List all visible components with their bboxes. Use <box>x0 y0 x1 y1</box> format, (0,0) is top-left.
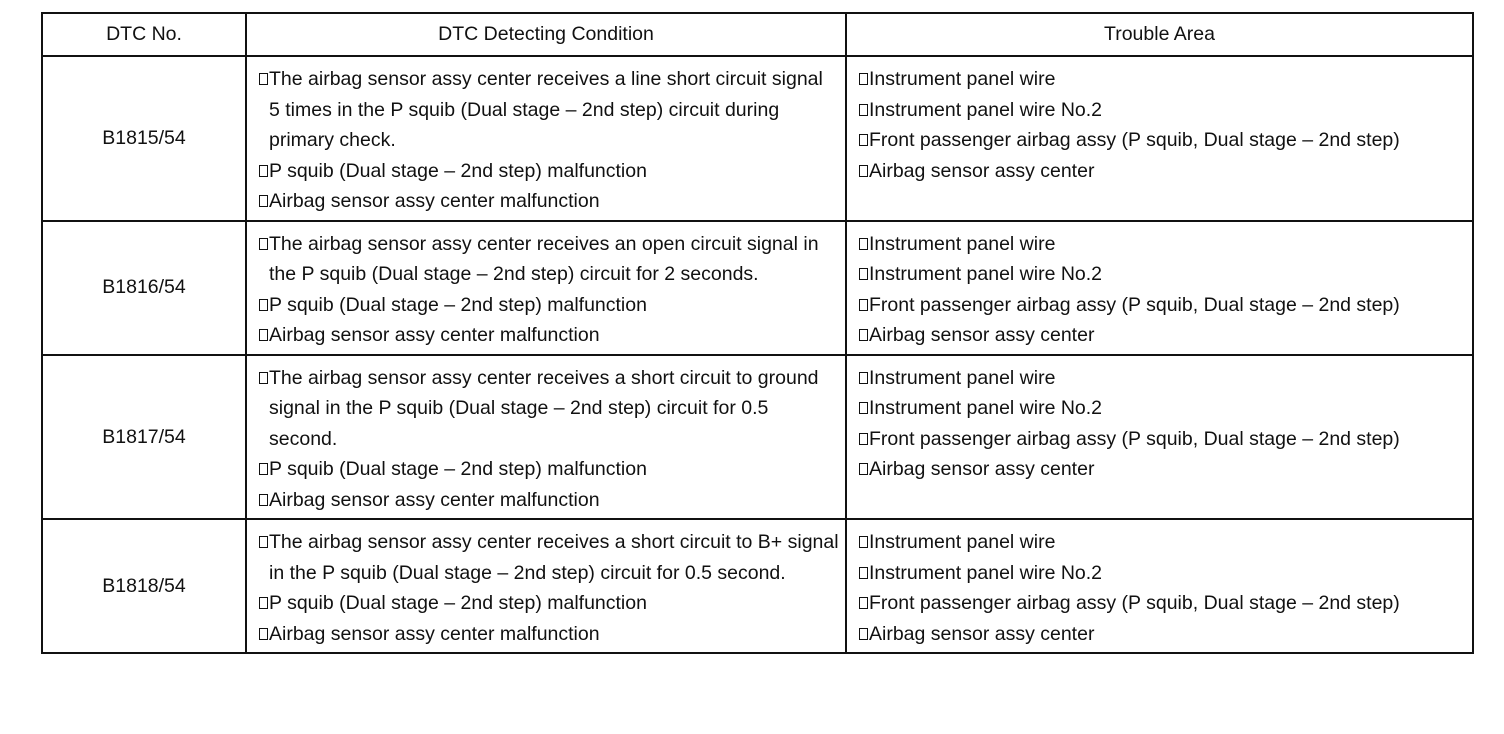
trouble-area-item <box>859 527 1466 558</box>
trouble-area-item <box>859 320 1466 351</box>
condition-cell <box>246 355 846 520</box>
trouble-area-item-text: Airbag sensor assy center <box>869 159 1095 182</box>
condition-item-text: Airbag sensor assy center malfunction <box>269 622 600 645</box>
bullet-box-icon <box>859 299 868 311</box>
bullet-box-icon <box>859 402 868 414</box>
trouble-area-item <box>859 290 1466 321</box>
trouble-area-item <box>859 393 1466 424</box>
trouble-area-item-text: Instrument panel wire <box>869 68 1056 90</box>
trouble-area-item-text: Instrument panel wire <box>869 232 1056 255</box>
condition-cell <box>246 221 846 355</box>
trouble-area-cell <box>846 221 1473 355</box>
trouble-area-item-text: Instrument panel wire <box>869 531 1056 553</box>
condition-item <box>259 64 839 156</box>
bullet-box-icon <box>259 536 268 548</box>
trouble-area-item <box>859 156 1466 187</box>
bullet-box-icon <box>259 165 268 177</box>
trouble-area-cell <box>846 56 1473 221</box>
bullet-box-icon <box>259 73 268 85</box>
trouble-area-item <box>859 259 1466 290</box>
trouble-area-cell <box>846 355 1473 520</box>
condition-item-text: The airbag sensor assy center receives an open circuit signal in the P squib (Dual stage – 2nd step) circuit for 2 seconds. <box>269 232 819 285</box>
dtc-code-cell <box>42 519 246 653</box>
dtc-table <box>41 12 1474 654</box>
bullet-box-icon <box>859 165 868 177</box>
trouble-area-item-text: Instrument panel wire <box>869 366 1056 389</box>
trouble-area-item <box>859 588 1466 619</box>
trouble-area-item <box>859 95 1466 126</box>
trouble-area-item <box>859 64 1466 95</box>
condition-item-text: P squib (Dual stage – 2nd step) malfunction <box>269 592 647 614</box>
bullet-box-icon <box>859 597 868 609</box>
trouble-area-item-text: Instrument panel wire No.2 <box>869 263 1103 285</box>
table-header-row <box>42 13 1473 56</box>
table-row <box>42 519 1473 653</box>
bullet-box-icon <box>859 536 868 548</box>
trouble-area-item-text: Instrument panel wire No.2 <box>869 98 1103 121</box>
bullet-box-icon <box>859 433 868 445</box>
trouble-area-item-text: Airbag sensor assy center <box>869 458 1095 480</box>
condition-item <box>259 588 839 619</box>
trouble-area-cell <box>846 519 1473 653</box>
table-body <box>42 56 1473 653</box>
condition-item <box>259 290 839 321</box>
trouble-area-item-text: Instrument panel wire No.2 <box>869 561 1103 584</box>
condition-item <box>259 320 839 351</box>
bullet-box-icon <box>859 567 868 579</box>
condition-item <box>259 186 839 217</box>
bullet-box-icon <box>859 329 868 341</box>
trouble-area-item-text: Front passenger airbag assy (P squib, Dual stage – 2nd step) <box>869 592 1400 614</box>
dtc-code: B1816/54 <box>102 276 186 299</box>
bullet-box-icon <box>859 238 868 250</box>
condition-cell <box>246 56 846 221</box>
condition-item-text: The airbag sensor assy center receives a short circuit to ground signal in the P squib (Dual stage – 2nd step) circuit for 0.5 second. <box>269 366 819 450</box>
table-row <box>42 56 1473 221</box>
condition-item <box>259 619 839 650</box>
trouble-area-item <box>859 454 1466 485</box>
table-row <box>42 355 1473 520</box>
condition-item-text: The airbag sensor assy center receives a short circuit to B+ signal in the P squib (Dual stage – 2nd step) circuit for 0.5 second. <box>269 531 839 584</box>
header-trouble-area: Trouble Area <box>846 13 1473 56</box>
condition-item-text: P squib (Dual stage – 2nd step) malfunction <box>269 159 647 182</box>
trouble-area-item <box>859 558 1466 589</box>
condition-item-text: The airbag sensor assy center receives a line short circuit signal 5 times in the P squib (Dual stage – 2nd step) circuit during primary check. <box>269 68 823 151</box>
bullet-box-icon <box>859 104 868 116</box>
bullet-box-icon <box>259 195 268 207</box>
table-row <box>42 221 1473 355</box>
bullet-box-icon <box>859 73 868 85</box>
condition-item <box>259 485 839 516</box>
trouble-area-item <box>859 229 1466 260</box>
bullet-box-icon <box>259 329 268 341</box>
bullet-box-icon <box>859 372 868 384</box>
dtc-code-cell <box>42 355 246 520</box>
bullet-box-icon <box>259 238 268 250</box>
dtc-code: B1817/54 <box>102 425 186 448</box>
condition-item <box>259 454 839 485</box>
trouble-area-item <box>859 424 1466 455</box>
trouble-area-item <box>859 125 1466 156</box>
trouble-area-item-text: Airbag sensor assy center <box>869 622 1095 645</box>
trouble-area-item <box>859 619 1466 650</box>
bullet-box-icon <box>259 494 268 506</box>
trouble-area-item <box>859 363 1466 394</box>
condition-item <box>259 363 839 455</box>
bullet-box-icon <box>259 299 268 311</box>
condition-cell <box>246 519 846 653</box>
dtc-code-cell <box>42 221 246 355</box>
condition-item <box>259 527 839 588</box>
condition-item-text: Airbag sensor assy center malfunction <box>269 324 600 346</box>
condition-item <box>259 156 839 187</box>
trouble-area-item-text: Front passenger airbag assy (P squib, Dual stage – 2nd step) <box>869 427 1400 450</box>
bullet-box-icon <box>259 597 268 609</box>
bullet-box-icon <box>859 268 868 280</box>
dtc-code-cell <box>42 56 246 221</box>
condition-item-text: P squib (Dual stage – 2nd step) malfunction <box>269 458 647 480</box>
trouble-area-item-text: Front passenger airbag assy (P squib, Dual stage – 2nd step) <box>869 293 1400 316</box>
bullet-box-icon <box>259 372 268 384</box>
trouble-area-item-text: Instrument panel wire No.2 <box>869 397 1103 419</box>
trouble-area-item-text: Airbag sensor assy center <box>869 324 1095 346</box>
bullet-box-icon <box>859 463 868 475</box>
condition-item-text: Airbag sensor assy center malfunction <box>269 488 600 511</box>
bullet-box-icon <box>259 628 268 640</box>
condition-item-text: P squib (Dual stage – 2nd step) malfunction <box>269 293 647 316</box>
bullet-box-icon <box>859 134 868 146</box>
bullet-box-icon <box>859 628 868 640</box>
condition-item <box>259 229 839 290</box>
condition-item-text: Airbag sensor assy center malfunction <box>269 190 600 212</box>
header-dtc-no: DTC No. <box>42 13 246 56</box>
header-condition: DTC Detecting Condition <box>246 13 846 56</box>
dtc-code: B1818/54 <box>102 574 186 597</box>
dtc-code: B1815/54 <box>102 127 186 149</box>
bullet-box-icon <box>259 463 268 475</box>
trouble-area-item-text: Front passenger airbag assy (P squib, Dual stage – 2nd step) <box>869 129 1400 151</box>
